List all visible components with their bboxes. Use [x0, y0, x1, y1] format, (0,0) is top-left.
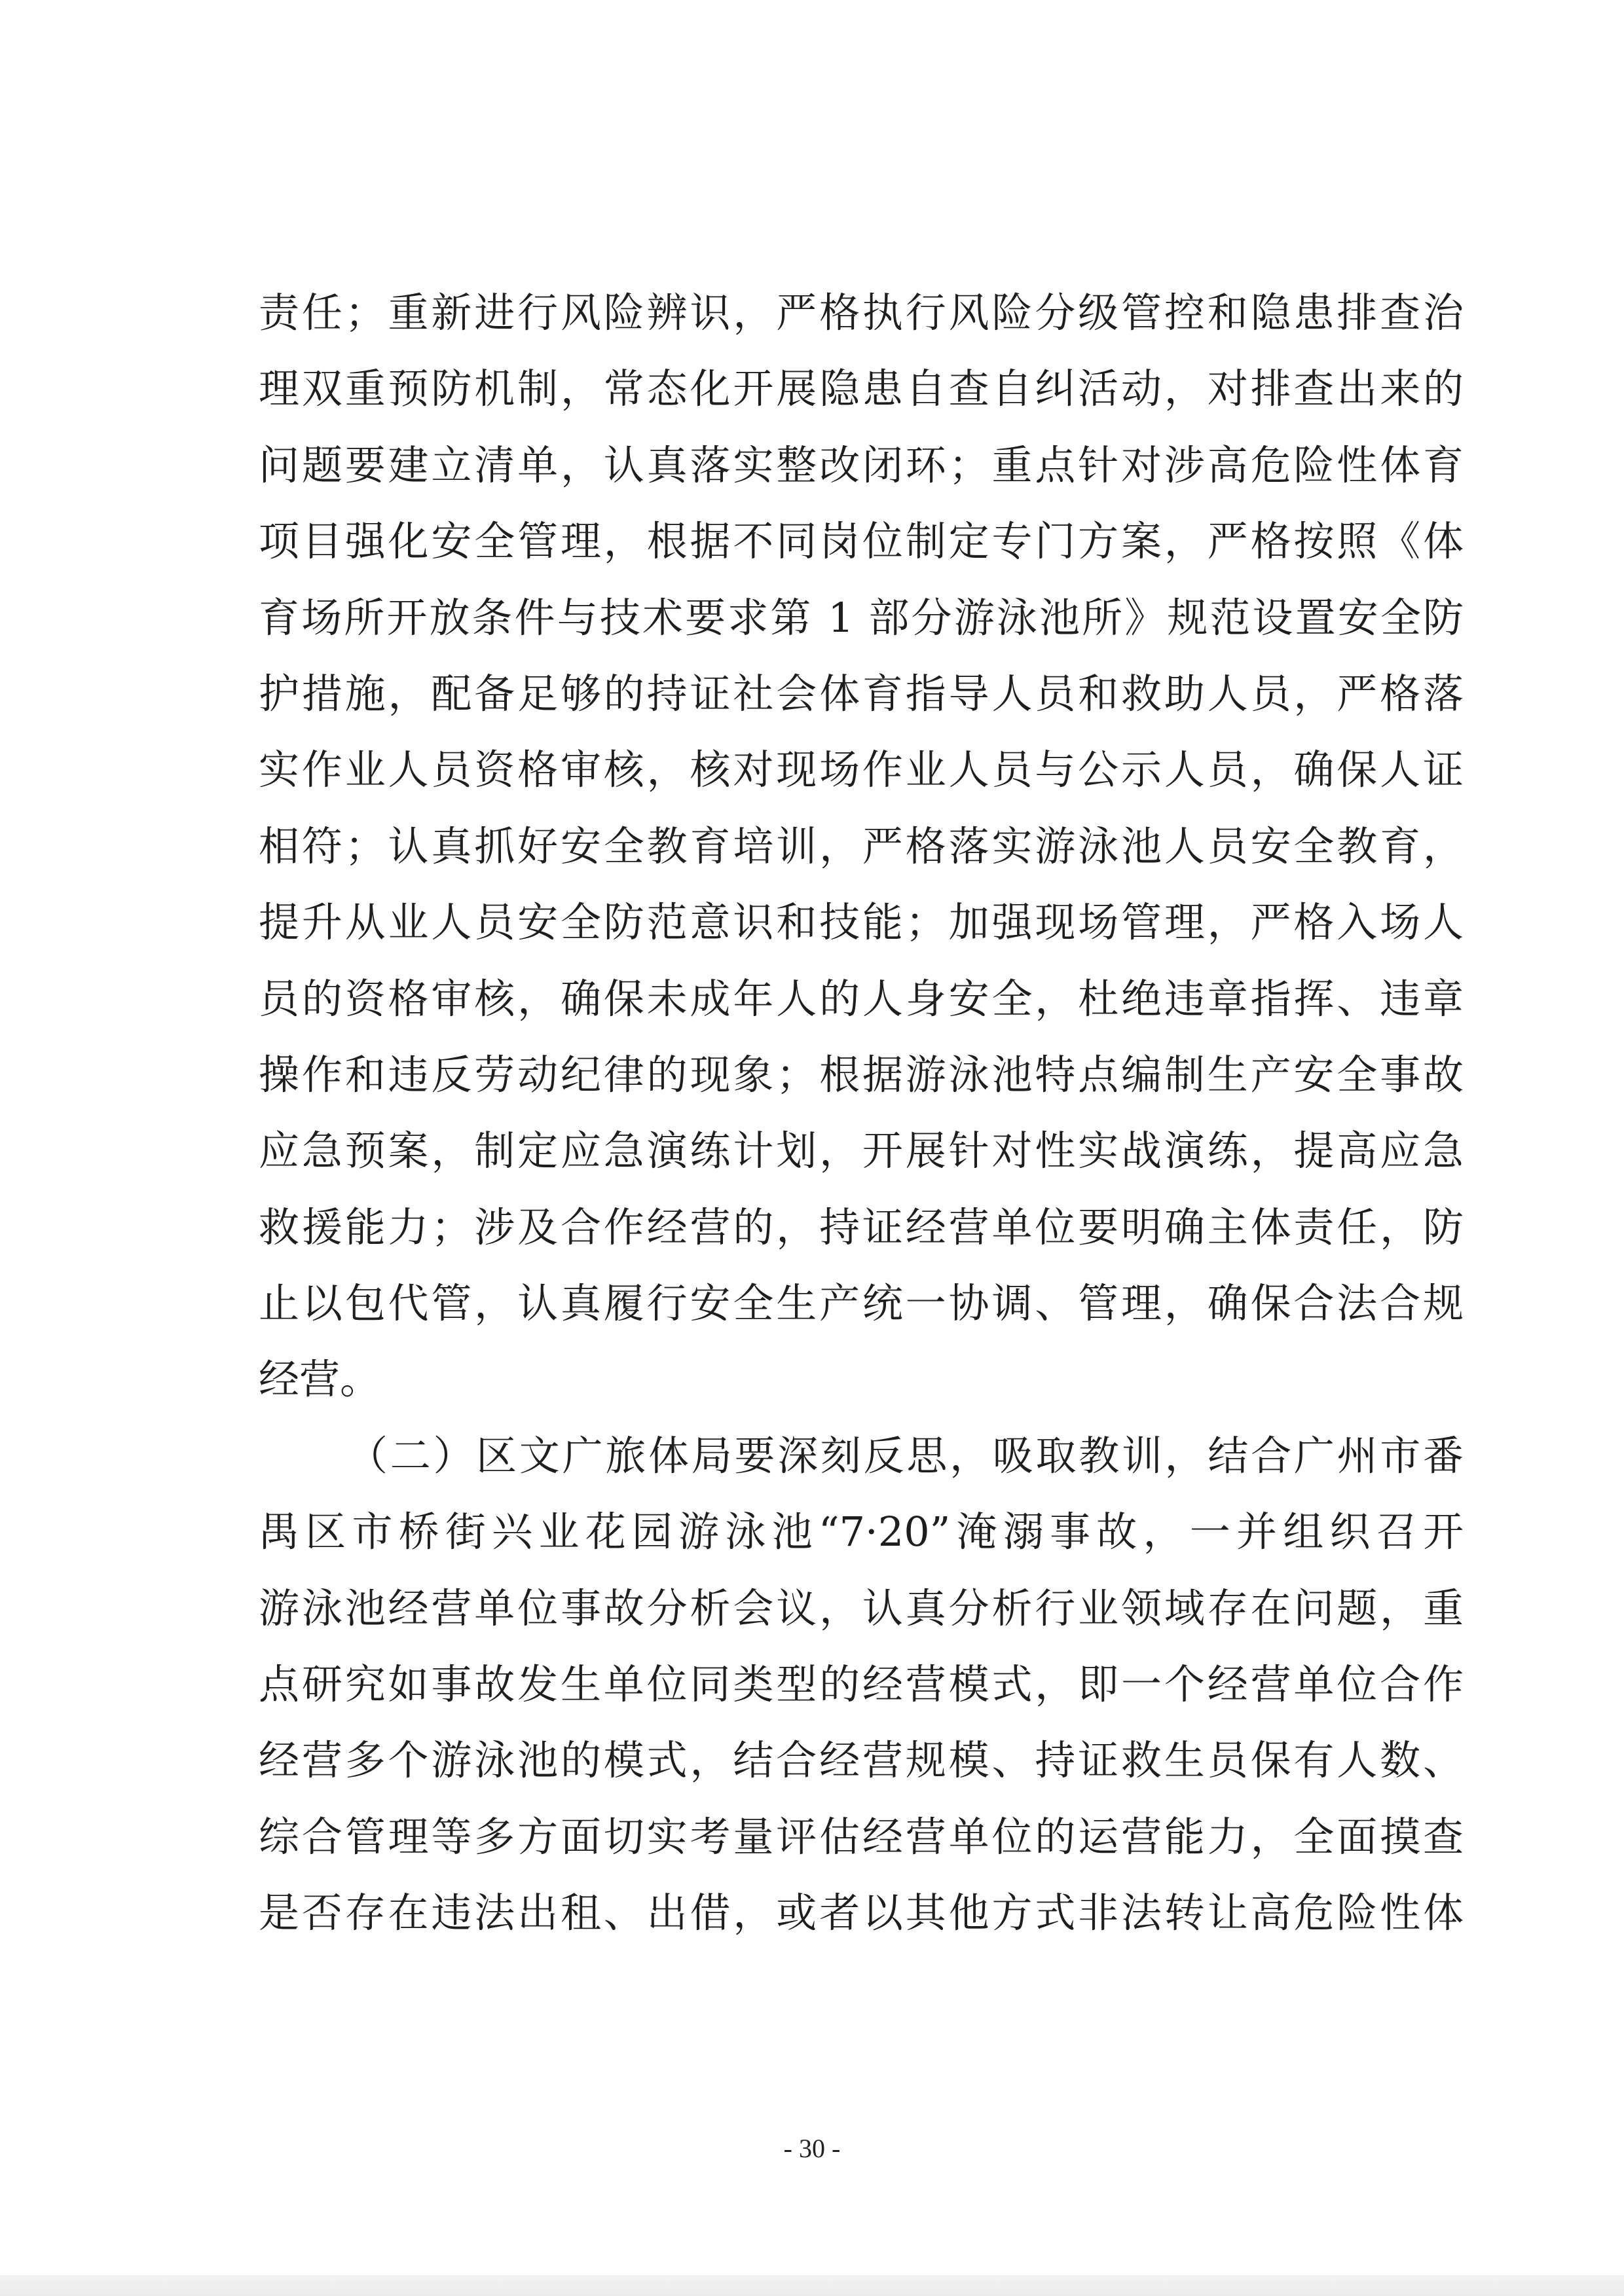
text-line: 相符；认真抓好安全教育培训，严格落实游泳池人员安全教育，	[259, 822, 1464, 870]
text-line: 综合管理等多方面切实考量评估经营单位的运营能力，全面摸查	[259, 1812, 1464, 1861]
text-line: 项目强化安全管理，根据不同岗位制定专门方案，严格按照《体	[259, 517, 1464, 566]
text-line: 问题要建立清单，认真落实整改闭环；重点针对涉高危险性体育	[259, 441, 1464, 489]
text-line: 责任；重新进行风险辨识，严格执行风险分级管控和隐患排查治	[259, 289, 1464, 337]
text-line: 提升从业人员安全防范意识和技能；加强现场管理，严格入场人	[259, 898, 1464, 947]
paragraph-1	[259, 275, 1464, 1418]
text-line: 操作和违反劳动纪律的现象；根据游泳池特点编制生产安全事故	[259, 1050, 1464, 1099]
text-line: 救援能力；涉及合作经营的，持证经营单位要明确主体责任，防	[259, 1203, 1464, 1251]
text-line: 员的资格审核，确保未成年人的人身安全，杜绝违章指挥、违章	[259, 974, 1464, 1023]
text-line: 实作业人员资格审核，核对现场作业人员与公示人员，确保人证	[259, 746, 1464, 794]
body-text	[259, 275, 1464, 1952]
text-line: 育场所开放条件与技术要求第 1 部分游泳池所》规范设置安全防	[259, 593, 1464, 642]
text-line: 护措施，配备足够的持证社会体育指导人员和救助人员，严格落	[259, 669, 1464, 718]
text-line: （二）区文广旅体局要深刻反思，吸取教训，结合广州市番	[347, 1431, 1464, 1480]
text-line: 点研究如事故发生单位同类型的经营模式，即一个经营单位合作	[259, 1660, 1464, 1709]
text-line: 禺区市桥街兴业花园游泳池“7·20”淹溺事故，一并组织召开	[259, 1508, 1464, 1556]
text-line: 应急预案，制定应急演练计划，开展针对性实战演练，提高应急	[259, 1127, 1464, 1175]
paragraph-2	[259, 1418, 1464, 1952]
text-line: 游泳池经营单位事故分析会议，认真分析行业领域存在问题，重	[259, 1584, 1464, 1632]
text-line: 是否存在违法出租、出借，或者以其他方式非法转让高危险性体	[259, 1889, 1464, 1937]
text-line: 理双重预防机制，常态化开展隐患自查自纠活动，对排查出来的	[259, 365, 1464, 413]
text-line: 经营。	[259, 1355, 381, 1404]
text-line: 止以包代管，认真履行安全生产统一协调、管理，确保合法合规	[259, 1279, 1464, 1328]
text-line: 经营多个游泳池的模式，结合经营规模、持证救生员保有人数、	[259, 1736, 1464, 1785]
scan-edge	[0, 2275, 1624, 2296]
page-number: - 30 -	[783, 2134, 841, 2163]
